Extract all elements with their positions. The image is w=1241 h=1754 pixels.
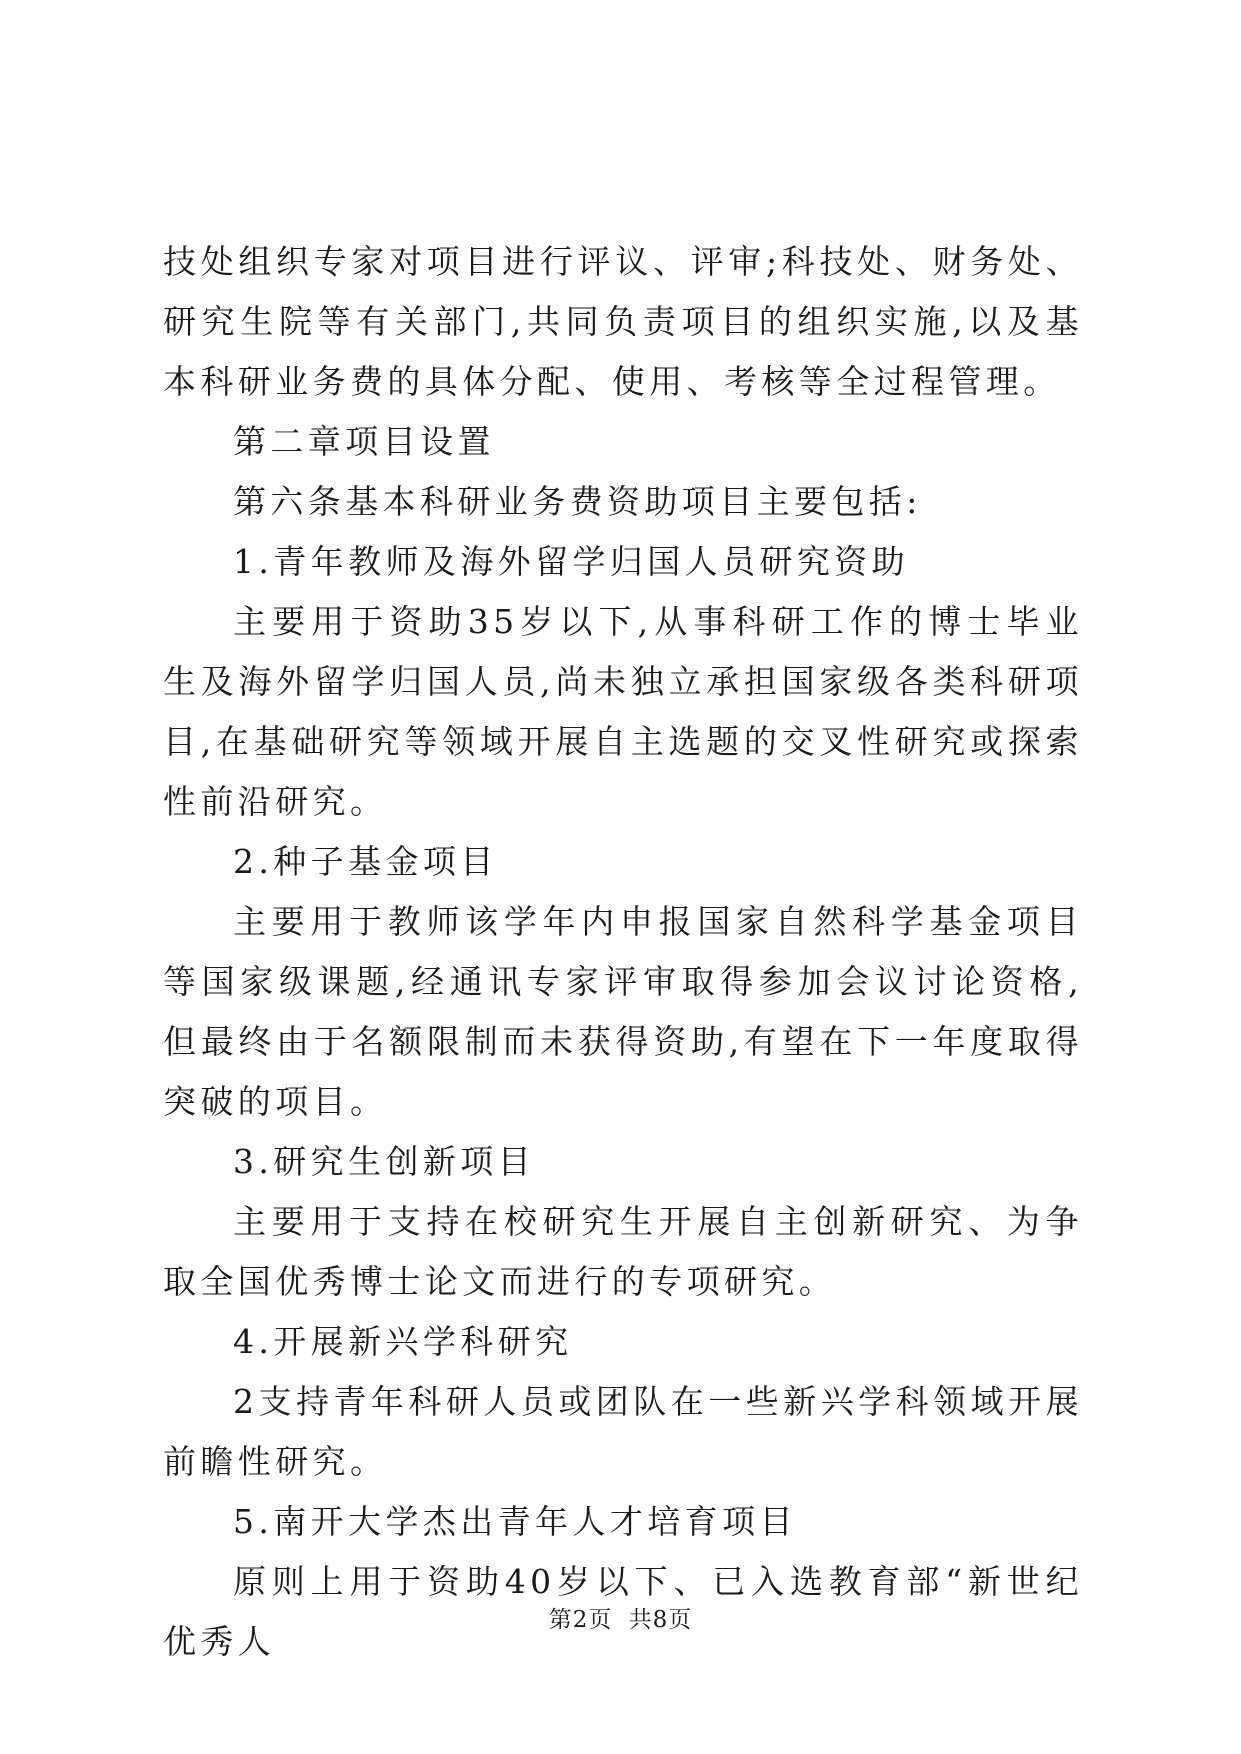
- paragraph: 主要用于教师该学年内申报国家自然科学基金项目等国家级课题,经通讯专家评审取得参加会议讨论资格,但最终由于名额限制而未获得资助,有望在下一年度取得突破的项目。: [163, 902, 1083, 1121]
- paragraph: 主要用于资助35岁以下,从事科研工作的博士毕业生及海外留学归国人员,尚未独立承担国家级各类科研项目,在基础研究等领域开展自主选题的交叉性研究或探索性前沿研究。: [163, 602, 1083, 821]
- paragraph: 技处组织专家对项目进行评议、评审;科技处、财务处、研究生院等有关部门,共同负责项目的组织实施,以及基本科研业务费的具体分配、使用、考核等全过程管理。: [163, 242, 1083, 401]
- item-heading: 2.种子基金项目: [233, 842, 498, 881]
- paragraph: 原则上用于资助40岁以下、已入选教育部“新世纪优秀人: [163, 1562, 1083, 1661]
- paragraph: 2支持青年科研人员或团队在一些新兴学科领域开展前瞻性研究。: [163, 1382, 1083, 1481]
- paragraph: 主要用于支持在校研究生开展自主创新研究、为争取全国优秀博士论文而进行的专项研究。: [163, 1202, 1083, 1301]
- page-footer: [0, 1605, 1241, 1635]
- article-heading: 第六条基本科研业务费资助项目主要包括:: [233, 482, 922, 521]
- item-heading: 1.青年教师及海外留学归国人员研究资助: [233, 542, 910, 581]
- page-total: 共8页: [628, 1607, 693, 1633]
- chapter-heading: 第二章项目设置: [233, 422, 495, 461]
- item-heading: 3.研究生创新项目: [233, 1142, 536, 1181]
- document-body: [163, 232, 1083, 1672]
- item-heading: 4.开展新兴学科研究: [233, 1322, 573, 1361]
- page-number: 第2页: [548, 1607, 613, 1633]
- item-heading: 5.南开大学杰出青年人才培育项目: [233, 1502, 797, 1541]
